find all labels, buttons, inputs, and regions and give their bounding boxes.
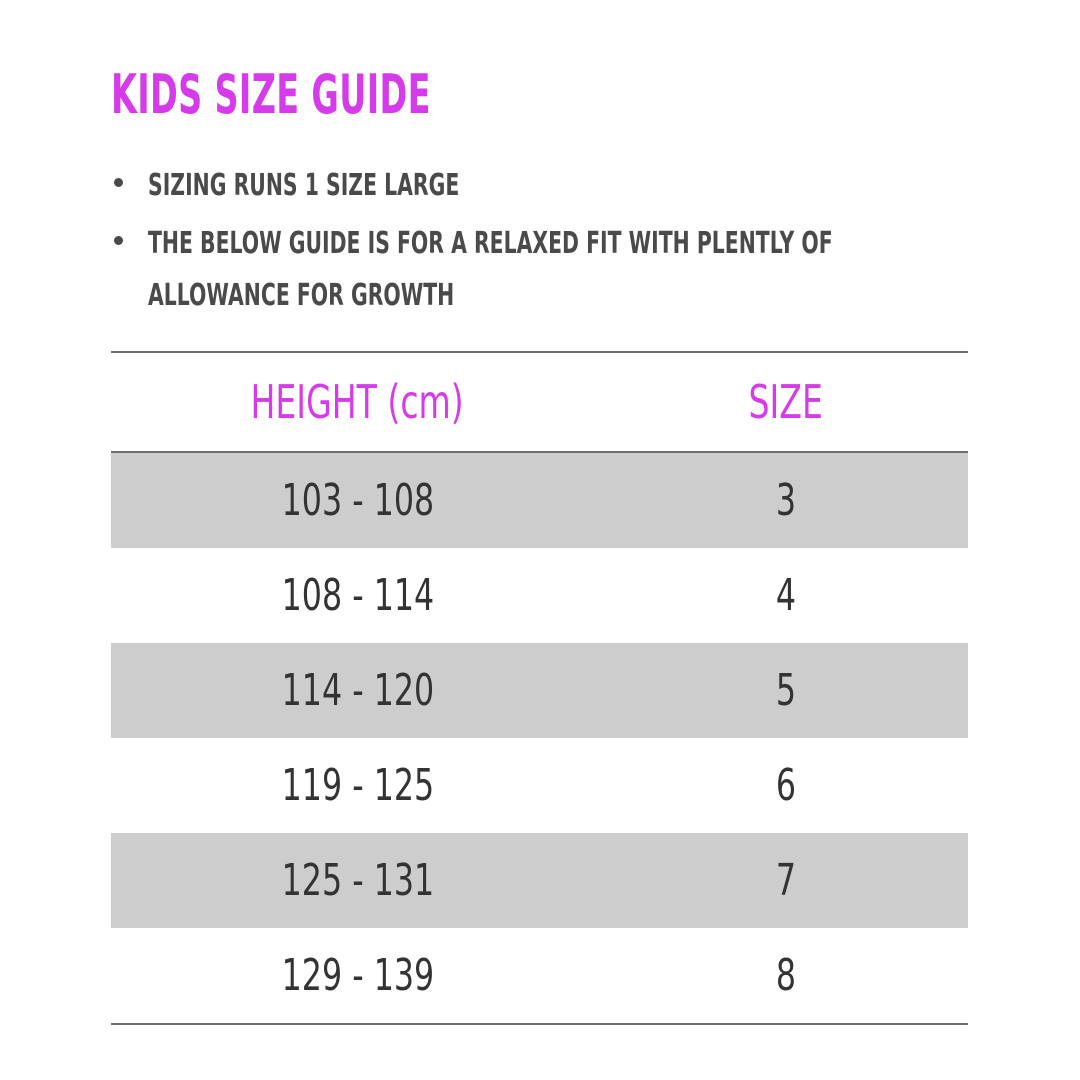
- table-row: [111, 548, 968, 643]
- height-value: 119 - 125: [281, 760, 434, 811]
- table-row: [111, 738, 968, 833]
- size-value: 4: [775, 570, 797, 621]
- sizing-notes: [111, 160, 971, 328]
- header-height-cell: [111, 353, 604, 451]
- height-value: 103 - 108: [281, 475, 434, 526]
- table-row: [111, 453, 968, 548]
- size-cell: [604, 833, 968, 928]
- note-item: [111, 160, 971, 212]
- height-cell: [111, 453, 604, 548]
- table-row: [111, 643, 968, 738]
- size-cell: [604, 643, 968, 738]
- table-row: [111, 928, 968, 1023]
- height-value: 114 - 120: [281, 665, 434, 716]
- table-header-row: [111, 353, 968, 453]
- header-size: SIZE: [748, 375, 824, 429]
- height-cell: [111, 548, 604, 643]
- height-cell: [111, 833, 604, 928]
- note-text: THE BELOW GUIDE IS FOR A RELAXED FIT WITH PLENTLY OF ALLOWANCE FOR GROWTH: [148, 226, 833, 313]
- size-table: [111, 351, 968, 1025]
- header-height: HEIGHT (cm): [250, 375, 465, 429]
- size-cell: [604, 928, 968, 1023]
- height-value: 129 - 139: [281, 950, 434, 1001]
- size-value: 3: [775, 475, 797, 526]
- header-size-cell: [604, 353, 968, 451]
- table-row: [111, 833, 968, 928]
- size-cell: [604, 453, 968, 548]
- height-value: 125 - 131: [281, 855, 434, 906]
- size-cell: [604, 548, 968, 643]
- note-text: SIZING RUNS 1 SIZE LARGE: [148, 168, 460, 203]
- size-cell: [604, 738, 968, 833]
- note-item: [111, 218, 971, 322]
- page-title: KIDS SIZE GUIDE: [111, 63, 431, 126]
- height-cell: [111, 928, 604, 1023]
- bullet-icon: [114, 178, 123, 187]
- table-bottom-rule: [111, 1023, 968, 1025]
- size-value: 8: [775, 950, 797, 1001]
- size-value: 5: [775, 665, 797, 716]
- size-value: 6: [775, 760, 797, 811]
- height-cell: [111, 738, 604, 833]
- bullet-icon: [114, 236, 123, 245]
- size-value: 7: [775, 855, 797, 906]
- height-value: 108 - 114: [281, 570, 434, 621]
- height-cell: [111, 643, 604, 738]
